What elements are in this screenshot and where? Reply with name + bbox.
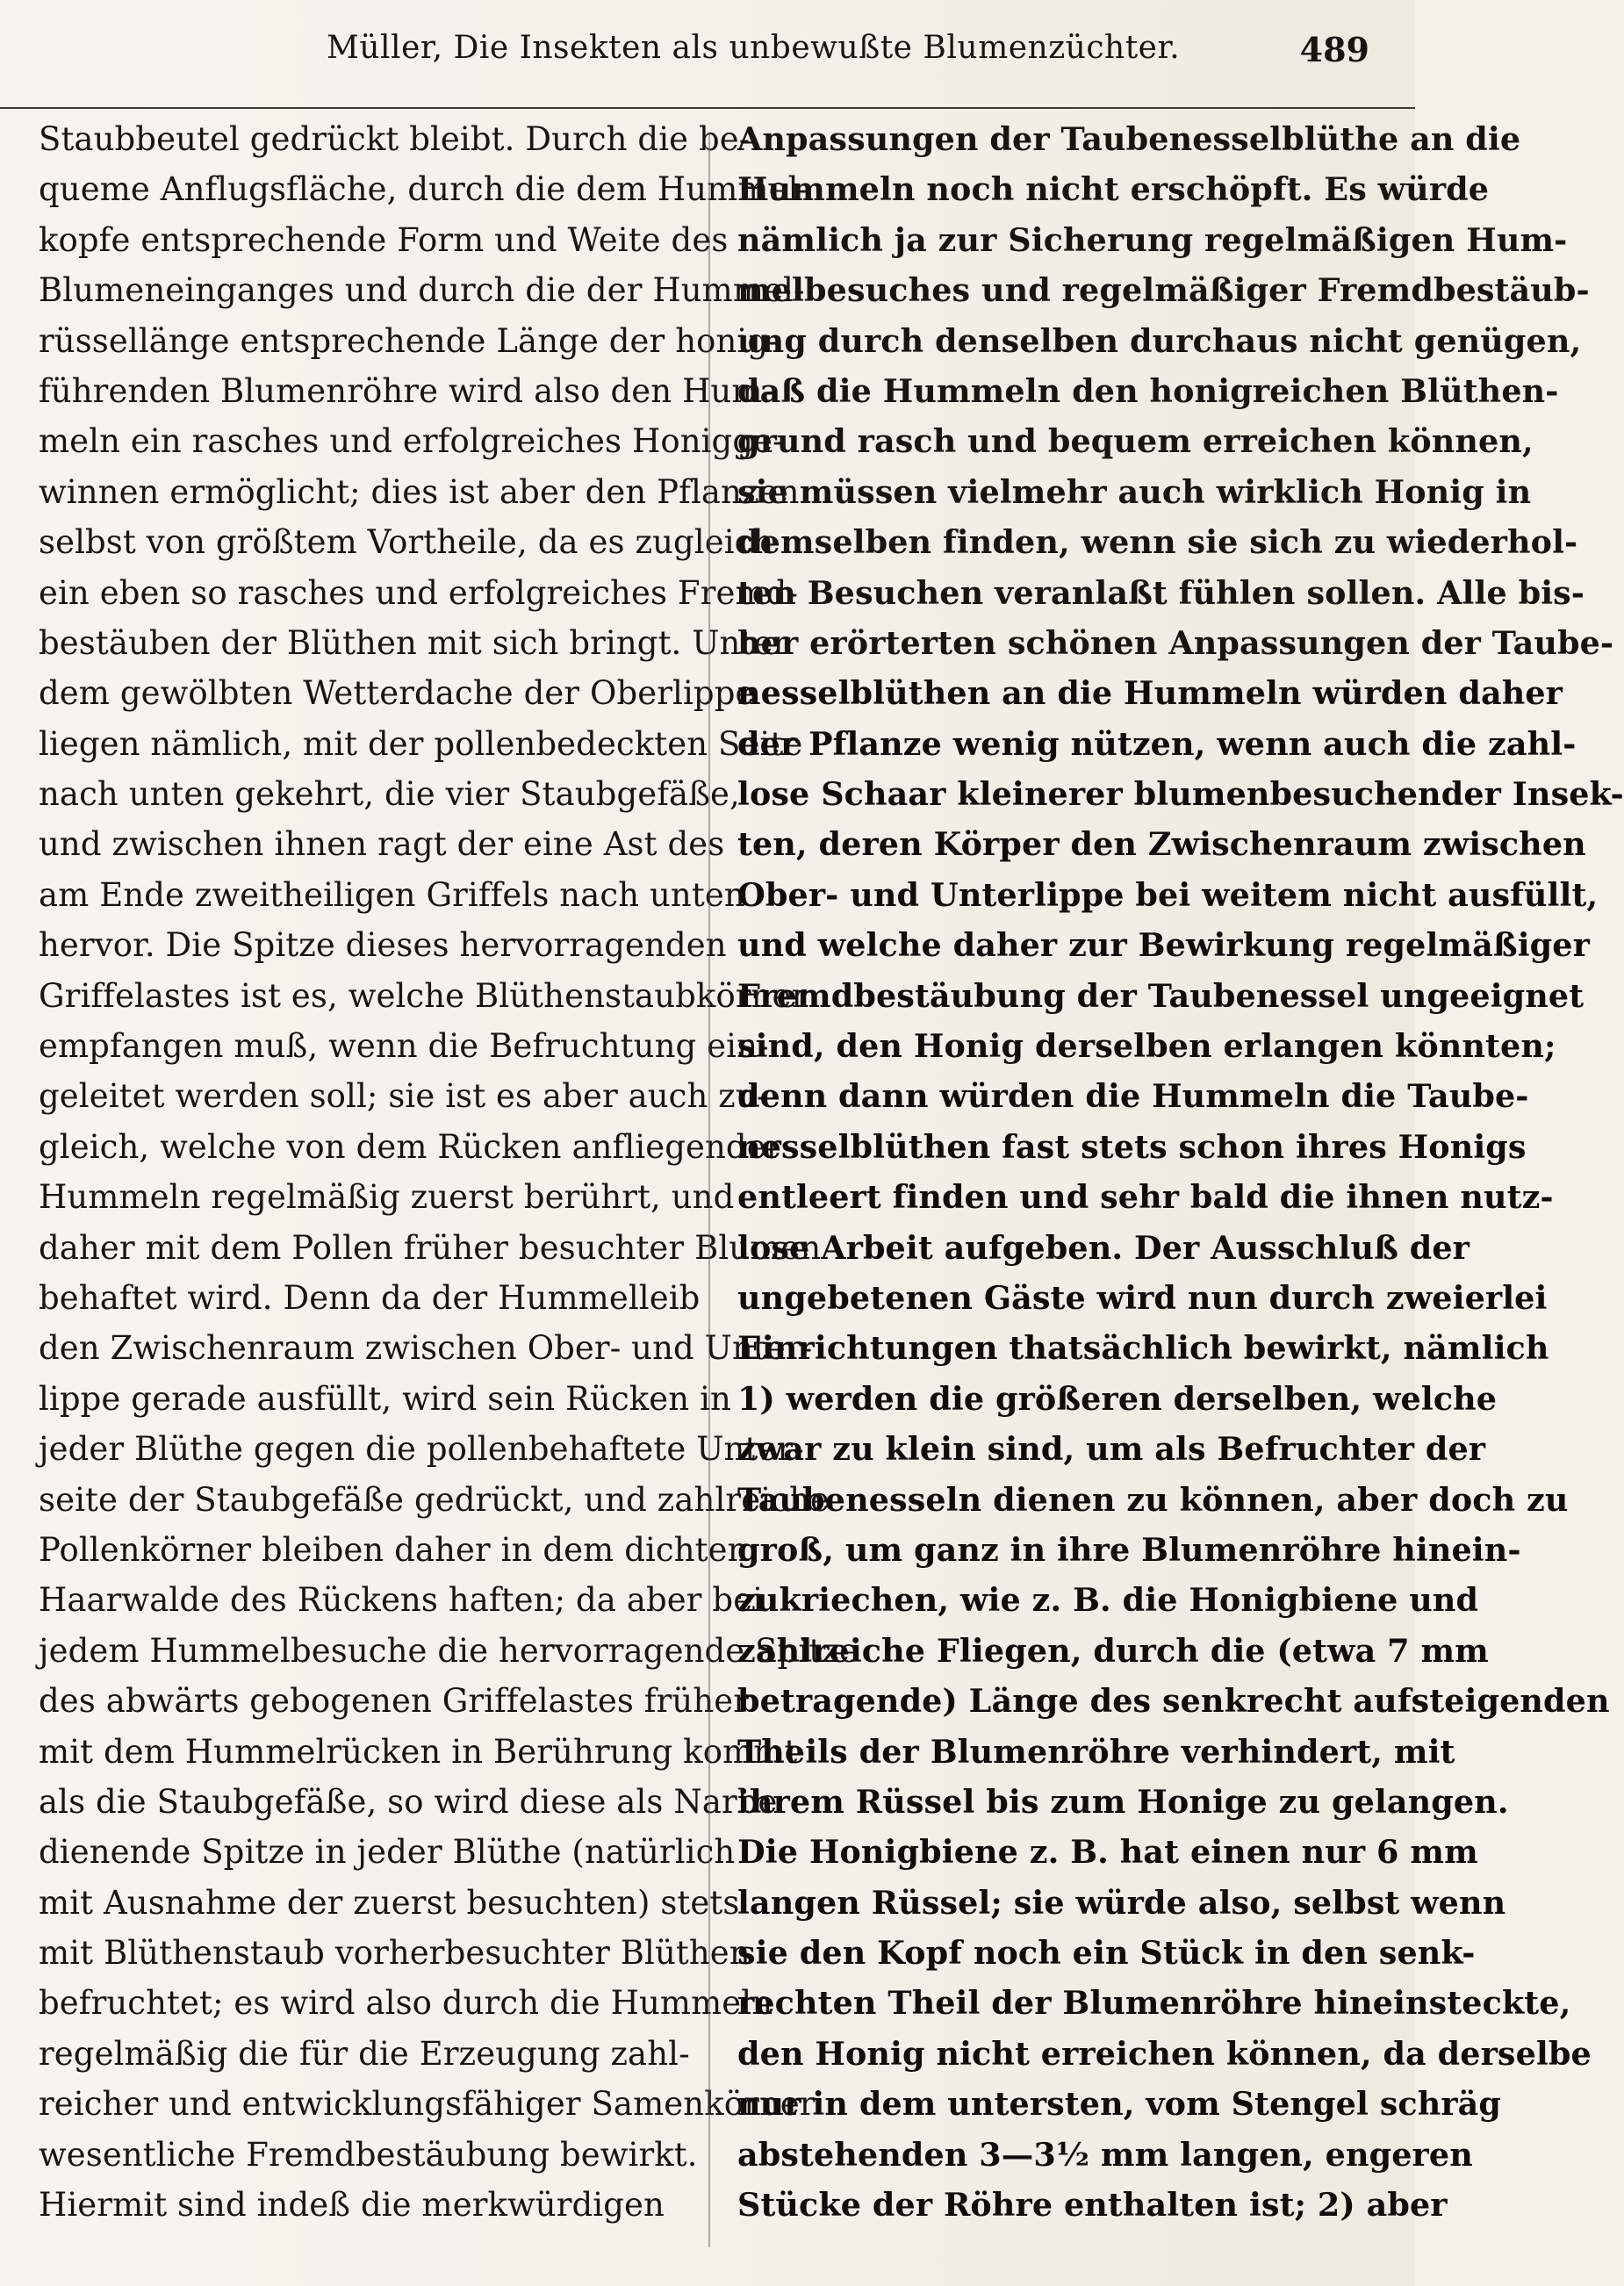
text-line: Hummeln regelmäßig zuerst berührt, und <box>39 1178 735 1217</box>
text-line: lose Arbeit aufgeben. Der Ausschluß der <box>737 1228 1470 1267</box>
text-line: nesselblüthen an die Hummeln würden daher <box>737 674 1563 713</box>
text-line: lippe gerade ausfüllt, wird sein Rücken in <box>39 1379 731 1418</box>
page-number: 489 <box>1299 30 1369 69</box>
text-line: als die Staubgefäße, so wird diese als Narbe <box>39 1782 778 1821</box>
text-line: lose Schaar kleinerer blumenbesuchender Insek- <box>737 775 1624 814</box>
text-line: langen Rüssel; sie würde also, selbst wenn <box>737 1883 1506 1922</box>
text-line: entleert finden und sehr bald die ihnen nutz- <box>737 1178 1554 1217</box>
text-line: rechten Theil der Blumenröhre hineinsteckte, <box>737 1984 1571 2023</box>
text-line: winnen ermöglicht; dies ist aber den Pflanzen <box>39 472 800 511</box>
text-line: regelmäßig die für die Erzeugung zahl- <box>39 2034 690 2073</box>
text-line: sind, den Honig derselben erlangen könnten; <box>737 1027 1556 1066</box>
text-line: empfangen muß, wenn die Befruchtung ein- <box>39 1027 769 1066</box>
text-line: Griffelastes ist es, welche Blüthenstaubkörner <box>39 976 808 1015</box>
text-line: behaftet wird. Denn da der Hummelleib <box>39 1278 701 1317</box>
text-line: den Honig nicht erreichen können, da derselbe <box>737 2034 1592 2073</box>
text-line: zukriechen, wie z. B. die Honigbiene und <box>737 1581 1479 1620</box>
text-line: Theils der Blumenröhre verhindert, mit <box>737 1732 1455 1771</box>
text-line: befruchtet; es wird also durch die Hummeln <box>39 1984 773 2023</box>
text-line: Haarwalde des Rückens haften; da aber bei <box>39 1581 764 1620</box>
running-title: Müller, Die Insekten als unbewußte Blumenzüchter. <box>327 30 1181 66</box>
text-line: mit Blüthenstaub vorherbesuchter Blüthen <box>39 1934 751 1973</box>
text-line: denn dann würden die Hummeln die Taube- <box>737 1077 1529 1116</box>
text-line: demselben finden, wenn sie sich zu wiederhol- <box>737 523 1578 562</box>
text-line: daher mit dem Pollen früher besuchter Blumen <box>39 1228 822 1267</box>
text-line: grund rasch und bequem erreichen können, <box>737 422 1534 461</box>
text-line: rüssellänge entsprechende Länge der honig- <box>39 321 780 360</box>
right-text-column <box>737 114 1624 2269</box>
text-line: selbst von größtem Vortheile, da es zugleich <box>39 523 774 562</box>
text-line: ein eben so rasches und erfolgreiches Fremd- <box>39 573 799 612</box>
text-line: der Pflanze wenig nützen, wenn auch die zahl- <box>737 724 1577 763</box>
text-line: betragende) Länge des senkrecht aufsteigenden <box>737 1682 1610 1721</box>
text-line: zwar zu klein sind, um als Befruchter der <box>737 1430 1486 1469</box>
text-line: Staubbeutel gedrückt bleibt. Durch die be- <box>39 120 751 158</box>
text-line: am Ende zweitheiligen Griffels nach unten <box>39 875 745 914</box>
text-line: ungebetenen Gäste wird nun durch zweierlei <box>737 1278 1548 1317</box>
text-line: Hummeln noch nicht erschöpft. Es würde <box>737 170 1490 209</box>
text-line: kopfe entsprechende Form und Weite des <box>39 220 729 259</box>
text-line: nur in dem untersten, vom Stengel schräg <box>737 2085 1502 2124</box>
text-line: nesselblüthen fast stets schon ihres Honigs <box>737 1127 1527 1166</box>
text-line: Blumeneinganges und durch die der Hummel- <box>39 271 805 310</box>
text-line: geleitet werden soll; sie ist es aber auch zu- <box>39 1077 768 1116</box>
text-line: ihrem Rüssel bis zum Honige zu gelangen. <box>737 1782 1509 1821</box>
text-line: gleich, welche von dem Rücken anfliegender <box>39 1127 782 1166</box>
text-line: queme Anflugsfläche, durch die dem Hummel- <box>39 170 810 209</box>
text-line: meln ein rasches und erfolgreiches Honigge- <box>39 422 784 461</box>
text-line: groß, um ganz in ihre Blumenröhre hinein- <box>737 1530 1521 1569</box>
text-line: Einrichtungen thatsächlich bewirkt, nämlich <box>737 1329 1549 1368</box>
text-line: Pollenkörner bleiben daher in dem dichten <box>39 1530 749 1569</box>
text-line: bestäuben der Blüthen mit sich bringt. Unter <box>39 623 789 662</box>
text-line: reicher und entwicklungsfähiger Samenkörner <box>39 2085 816 2124</box>
text-line: dienende Spitze in jeder Blüthe (natürlich <box>39 1833 736 1872</box>
text-line: wesentliche Fremdbestäubung bewirkt. <box>39 2135 698 2174</box>
text-line: und zwischen ihnen ragt der eine Ast des <box>39 825 725 864</box>
text-line: ung durch denselben durchaus nicht genügen, <box>737 321 1582 360</box>
text-line: liegen nämlich, mit der pollenbedeckten Seite <box>39 724 803 763</box>
text-line: melbesuches und regelmäßiger Fremdbestäub- <box>737 271 1590 310</box>
text-line: Taubenesseln dienen zu können, aber doch zu <box>737 1480 1569 1519</box>
text-line: Die Honigbiene z. B. hat einen nur 6 mm <box>737 1833 1478 1872</box>
text-line: seite der Staubgefäße gedrückt, und zahlreiche <box>39 1480 830 1519</box>
text-line: jedem Hummelbesuche die hervorragende Spitze <box>39 1631 859 1670</box>
column-divider <box>708 132 710 2247</box>
text-line: Fremdbestäubung der Taubenessel ungeeignet <box>737 976 1584 1015</box>
text-line: zahlreiche Fliegen, durch die (etwa 7 mm <box>737 1631 1489 1670</box>
text-line: nämlich ja zur Sicherung regelmäßigen Hum- <box>737 220 1568 259</box>
text-line: mit dem Hummelrücken in Berührung kommt <box>39 1732 798 1771</box>
text-line: nach unten gekehrt, die vier Staubgefäße, <box>39 775 740 814</box>
text-line: führenden Blumenröhre wird also den Hum- <box>39 371 774 410</box>
text-line: ten Besuchen veranlaßt fühlen sollen. Alle bis- <box>737 573 1585 612</box>
text-line: hervor. Die Spitze dieses hervorragenden <box>39 926 727 965</box>
text-line: den Zwischenraum zwischen Ober- und Unter- <box>39 1329 813 1368</box>
text-line: Anpassungen der Taubenesselblüthe an die <box>737 120 1521 158</box>
text-line: mit Ausnahme der zuerst besuchten) stets <box>39 1883 740 1922</box>
text-line: jeder Blüthe gegen die pollenbehaftete Unter- <box>39 1430 804 1469</box>
text-line: abstehenden 3—3½ mm langen, engeren <box>737 2135 1473 2174</box>
text-line: sie müssen vielmehr auch wirklich Honig in <box>737 472 1532 511</box>
text-line: daß die Hummeln den honigreichen Blüthen- <box>737 371 1559 410</box>
running-header <box>0 0 1415 109</box>
text-line: Hiermit sind indeß die merkwürdigen <box>39 2186 665 2225</box>
text-line: sie den Kopf noch ein Stück in den senk- <box>737 1934 1476 1973</box>
text-line: ten, deren Körper den Zwischenraum zwischen <box>737 825 1586 864</box>
text-line: her erörterten schönen Anpassungen der Taube- <box>737 623 1614 662</box>
left-text-column <box>39 114 859 2269</box>
text-line: des abwärts gebogenen Griffelastes früher <box>39 1682 750 1721</box>
text-line: Ober- und Unterlippe bei weitem nicht ausfüllt, <box>737 875 1599 914</box>
text-line: und welche daher zur Bewirkung regelmäßiger <box>737 926 1590 965</box>
text-line: dem gewölbten Wetterdache der Oberlippe <box>39 674 755 713</box>
text-line: 1) werden die größeren derselben, welche <box>737 1379 1498 1418</box>
text-line: Stücke der Röhre enthalten ist; 2) aber <box>737 2186 1448 2225</box>
